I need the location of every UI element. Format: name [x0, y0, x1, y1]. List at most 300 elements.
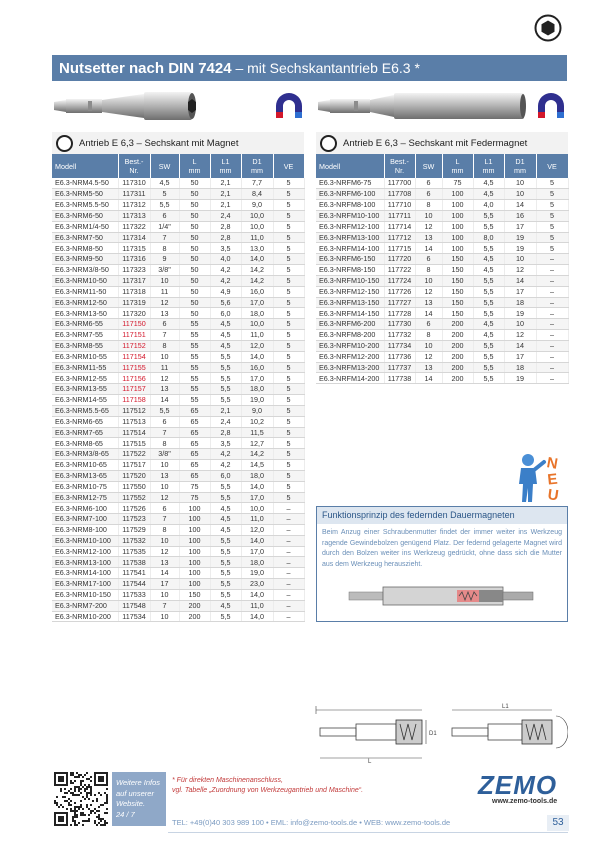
table-cell: 5,5: [473, 297, 504, 308]
column-header-line1: L: [455, 157, 460, 166]
table-cell: 55: [179, 384, 210, 395]
table-cell: 8: [150, 525, 179, 536]
table-cell: E6.3-NRM10-100: [52, 535, 118, 546]
table-cell: 5: [273, 308, 304, 319]
table-cell: 12: [504, 265, 536, 276]
table-cell: 117319: [118, 297, 150, 308]
table-cell: 117310: [118, 178, 150, 189]
table-cell: 200: [442, 362, 473, 373]
table-cell: 6: [150, 210, 179, 221]
table-cell: 100: [442, 189, 473, 200]
table-cell: 4,5: [473, 254, 504, 265]
table-cell: E6.3-NRM17-100: [52, 579, 118, 590]
table-cell: 12,0: [241, 525, 273, 536]
table-cell: 8: [150, 243, 179, 254]
column-header-line1: VE: [283, 161, 294, 171]
table-row: [316, 362, 568, 373]
table-cell: E6.3-NRM8-65: [52, 438, 118, 449]
table-cell: 5,5: [473, 210, 504, 221]
table-cell: 5: [273, 221, 304, 232]
table-cell: 100: [179, 546, 210, 557]
table-cell: 14,2: [241, 275, 273, 286]
table-cell: 5: [273, 470, 304, 481]
table-cell: 5,5: [473, 362, 504, 373]
table-cell: 5,5: [210, 546, 241, 557]
table-cell: 50: [179, 232, 210, 243]
table-cell: 117552: [118, 492, 150, 503]
column-header-line1: VE: [547, 161, 557, 171]
table-cell: 200: [442, 330, 473, 341]
table-row: [52, 470, 304, 481]
table-cell: 14: [504, 275, 536, 286]
table-cell: 5: [273, 449, 304, 460]
table-cell: 5: [273, 265, 304, 276]
table-cell: 14,0: [241, 481, 273, 492]
table-cell: E6.3-NRM10-55: [52, 351, 118, 362]
table-cell: 117157: [118, 384, 150, 395]
table-cell: E6.3-NRM10-200: [52, 611, 118, 622]
new-figure-icon: [512, 448, 568, 504]
table-cell: 117534: [118, 611, 150, 622]
table-cell: 5: [536, 210, 568, 221]
column-header: [52, 154, 118, 178]
table-cell: 10,0: [241, 210, 273, 221]
table-cell: E6.3-NRM6-100: [52, 503, 118, 514]
table-row: [52, 319, 304, 330]
column-header-line2: mm: [514, 166, 526, 175]
table-row: [316, 297, 568, 308]
table-cell: 5,5: [150, 405, 179, 416]
column-header: [536, 154, 568, 178]
table-cell: E6.3-NRM3/8-50: [52, 265, 118, 276]
table-cell: 5: [273, 384, 304, 395]
table-cell: 7: [150, 514, 179, 525]
table-cell: 14,0: [241, 351, 273, 362]
logo-website[interactable]: www.zemo-tools.de: [492, 798, 558, 805]
table-cell: E6.3-NRM6-55: [52, 319, 118, 330]
table-cell: 17: [504, 351, 536, 362]
table-cell: 7: [150, 232, 179, 243]
table-cell: E6.3-NRM13-50: [52, 308, 118, 319]
table-cell: 117722: [384, 265, 415, 276]
table-cell: E6.3-NRM12-55: [52, 373, 118, 384]
drawing-label-l1: L1: [502, 704, 509, 710]
table-cell: 100: [179, 514, 210, 525]
table-row: [316, 254, 568, 265]
right-section-heading: [316, 132, 568, 154]
table-cell: 10: [150, 460, 179, 471]
table-cell: 4,5: [210, 600, 241, 611]
table-cell: 8: [415, 265, 442, 276]
table-cell: 5: [273, 330, 304, 341]
table-cell: E6.3-NRFM12-100: [316, 221, 384, 232]
table-cell: 4,2: [210, 449, 241, 460]
table-row: [52, 243, 304, 254]
table-cell: 6,0: [210, 308, 241, 319]
table-cell: 5: [273, 438, 304, 449]
table-cell: 50: [179, 275, 210, 286]
table-cell: 11,0: [241, 330, 273, 341]
table-cell: 10: [415, 275, 442, 286]
table-cell: E6.3-NRM8-50: [52, 243, 118, 254]
table-cell: 5: [273, 297, 304, 308]
table-cell: 19,0: [241, 568, 273, 579]
table-cell: 117730: [384, 319, 415, 330]
nutsetter-image-left: [52, 90, 262, 122]
table-cell: 117535: [118, 546, 150, 557]
table-cell: 8: [415, 330, 442, 341]
column-header: [415, 154, 442, 178]
table-row: [316, 200, 568, 211]
table-cell: 117529: [118, 525, 150, 536]
table-cell: 14: [415, 243, 442, 254]
table-cell: 5,5: [473, 275, 504, 286]
table-cell: 19: [504, 373, 536, 384]
table-cell: 117318: [118, 286, 150, 297]
table-cell: –: [273, 503, 304, 514]
table-cell: 100: [179, 525, 210, 536]
table-cell: 5: [273, 492, 304, 503]
table-row: [52, 340, 304, 351]
table-cell: 3/8": [150, 265, 179, 276]
column-header: [241, 154, 273, 178]
table-cell: –: [273, 568, 304, 579]
column-header-line1: Modell: [319, 161, 341, 171]
table-cell: 19: [504, 243, 536, 254]
table-cell: 5: [536, 221, 568, 232]
table-cell: 5,5: [210, 362, 241, 373]
table-cell: E6.3-NRFM13-100: [316, 232, 384, 243]
table-cell: 17: [504, 221, 536, 232]
table-row: [52, 373, 304, 384]
table-cell: 117520: [118, 470, 150, 481]
table-cell: 200: [442, 373, 473, 384]
table-cell: 12,7: [241, 438, 273, 449]
table-cell: 2,1: [210, 405, 241, 416]
table-cell: 200: [442, 340, 473, 351]
column-header: [473, 154, 504, 178]
table-cell: 17,0: [241, 492, 273, 503]
table-cell: 4,5: [210, 503, 241, 514]
column-header: [316, 154, 384, 178]
table-cell: 5,5: [150, 200, 179, 211]
table-row: [52, 351, 304, 362]
table-cell: E6.3-NRM10-75: [52, 481, 118, 492]
table-cell: 117728: [384, 308, 415, 319]
table-cell: 14,0: [241, 535, 273, 546]
table-cell: 10,0: [241, 319, 273, 330]
table-cell: E6.3-NRFM13-200: [316, 362, 384, 373]
table-cell: 4,5: [473, 178, 504, 189]
table-cell: 13: [415, 297, 442, 308]
magnet-icon-right: [534, 90, 568, 122]
table-cell: 117711: [384, 210, 415, 221]
table-cell: 5: [536, 189, 568, 200]
table-cell: 2,8: [210, 427, 241, 438]
table-cell: 18,0: [241, 557, 273, 568]
table-cell: 5,5: [210, 384, 241, 395]
table-row: [316, 319, 568, 330]
table-cell: 5: [536, 232, 568, 243]
table-cell: –: [273, 579, 304, 590]
table-cell: 117700: [384, 178, 415, 189]
table-cell: 5: [273, 373, 304, 384]
circle-icon: [56, 135, 73, 152]
table-cell: 100: [179, 503, 210, 514]
table-cell: –: [273, 589, 304, 600]
title-bold: Nutsetter nach DIN 7424: [59, 60, 232, 77]
table-cell: 117316: [118, 254, 150, 265]
footnote: * Für direkten Maschinenanschluss, vgl. Tabelle „Zuordnung von Werkzeugantrieb und Maschine“.: [172, 777, 364, 794]
table-cell: 5,5: [473, 243, 504, 254]
table-cell: 100: [179, 557, 210, 568]
new-badge-e: E: [546, 470, 559, 489]
table-cell: 117150: [118, 319, 150, 330]
table-cell: 4,0: [473, 200, 504, 211]
table-cell: 4,2: [210, 460, 241, 471]
table-cell: E6.3-NRM6-65: [52, 416, 118, 427]
table-cell: 5: [273, 340, 304, 351]
table-cell: 5,5: [210, 589, 241, 600]
table-cell: 5: [273, 405, 304, 416]
table-cell: 150: [442, 254, 473, 265]
table-row: [316, 286, 568, 297]
table-cell: 10: [150, 535, 179, 546]
table-cell: 55: [179, 319, 210, 330]
hexagon-socket-icon: [534, 14, 562, 42]
table-cell: 4,5: [473, 189, 504, 200]
table-cell: 5,5: [210, 395, 241, 406]
table-cell: 5,5: [210, 557, 241, 568]
table-cell: 65: [179, 449, 210, 460]
table-cell: 117313: [118, 210, 150, 221]
table-cell: E6.3-NRM4.5-50: [52, 178, 118, 189]
table-cell: 117517: [118, 460, 150, 471]
table-cell: 11,0: [241, 232, 273, 243]
table-cell: –: [273, 611, 304, 622]
table-cell: 65: [179, 427, 210, 438]
table-row: [52, 535, 304, 546]
table-cell: 150: [442, 297, 473, 308]
table-cell: 117523: [118, 514, 150, 525]
table-cell: 18,0: [241, 384, 273, 395]
table-cell: –: [273, 525, 304, 536]
table-cell: 13: [150, 557, 179, 568]
table-row: [52, 330, 304, 341]
table-cell: E6.3-NRM13-65: [52, 470, 118, 481]
table-cell: 2,1: [210, 200, 241, 211]
table-cell: 117158: [118, 395, 150, 406]
table-cell: E6.3-NRFM12-150: [316, 286, 384, 297]
table-cell: 55: [179, 340, 210, 351]
table-cell: 3,5: [210, 243, 241, 254]
table-cell: 75: [179, 481, 210, 492]
table-cell: 117314: [118, 232, 150, 243]
table-cell: 117538: [118, 557, 150, 568]
table-cell: 117710: [384, 200, 415, 211]
table-cell: 117155: [118, 362, 150, 373]
table-cell: 2,8: [210, 232, 241, 243]
left-section-title: Antrieb E 6,3 – Sechskant mit Magnet: [79, 137, 239, 149]
table-cell: 5: [273, 416, 304, 427]
table-cell: E6.3-NRM7-100: [52, 514, 118, 525]
table-cell: 4,5: [473, 319, 504, 330]
qr-code-icon[interactable]: [54, 772, 108, 826]
table-cell: E6.3-NRM13-55: [52, 384, 118, 395]
table-cell: 18: [504, 297, 536, 308]
table-cell: 4,5: [473, 265, 504, 276]
table-row: [52, 449, 304, 460]
table-cell: –: [273, 514, 304, 525]
table-cell: 5: [273, 189, 304, 200]
table-cell: –: [536, 286, 568, 297]
table-cell: 12: [150, 297, 179, 308]
table-cell: 14: [504, 200, 536, 211]
table-cell: 55: [179, 395, 210, 406]
table-cell: 117732: [384, 330, 415, 341]
table-cell: 13: [415, 362, 442, 373]
table-cell: 10: [504, 254, 536, 265]
table-cell: 117736: [384, 351, 415, 362]
table-cell: 117522: [118, 449, 150, 460]
column-header: [150, 154, 179, 178]
column-header-line2: Nr.: [394, 166, 405, 175]
column-header-line1: Best.-: [390, 157, 409, 166]
table-cell: 23,0: [241, 579, 273, 590]
table-cell: 9: [150, 254, 179, 265]
right-spec-table: [316, 154, 569, 384]
website-info-label[interactable]: Weitere Infos auf unserer Website. 24 / 7: [112, 772, 166, 826]
table-row: [316, 330, 568, 341]
table-cell: 17,0: [241, 297, 273, 308]
column-header-line1: L1: [484, 157, 493, 166]
table-cell: 117312: [118, 200, 150, 211]
table-row: [52, 438, 304, 449]
table-cell: 150: [442, 275, 473, 286]
table-cell: 14,2: [241, 449, 273, 460]
table-cell: 55: [179, 351, 210, 362]
table-cell: –: [536, 254, 568, 265]
table-cell: 75: [442, 178, 473, 189]
table-cell: 19,0: [241, 395, 273, 406]
magnet-icon: [272, 90, 306, 122]
table-cell: 10: [150, 275, 179, 286]
new-badge-u: U: [546, 486, 560, 504]
table-cell: E6.3-NRM12-50: [52, 297, 118, 308]
table-cell: 50: [179, 200, 210, 211]
column-header-line1: D1: [515, 157, 525, 166]
table-cell: –: [536, 265, 568, 276]
column-header-line1: Best.-: [124, 157, 144, 166]
table-cell: –: [273, 557, 304, 568]
table-cell: 75: [179, 492, 210, 503]
table-cell: 12: [150, 492, 179, 503]
table-row: [316, 351, 568, 362]
table-cell: 50: [179, 210, 210, 221]
table-cell: E6.3-NRM6-50: [52, 210, 118, 221]
table-cell: E6.3-NRFM13-150: [316, 297, 384, 308]
table-cell: 50: [179, 297, 210, 308]
table-cell: 117311: [118, 189, 150, 200]
column-header: [273, 154, 304, 178]
table-cell: 10,2: [241, 416, 273, 427]
table-row: [52, 416, 304, 427]
table-cell: 17,0: [241, 546, 273, 557]
table-cell: 7,7: [241, 178, 273, 189]
table-cell: 50: [179, 265, 210, 276]
table-cell: 5,5: [473, 221, 504, 232]
table-cell: 5: [273, 200, 304, 211]
table-cell: E6.3-NRM7-50: [52, 232, 118, 243]
column-header: [118, 154, 150, 178]
table-cell: 65: [179, 405, 210, 416]
table-row: [316, 243, 568, 254]
table-cell: 4,2: [210, 265, 241, 276]
table-cell: 200: [442, 319, 473, 330]
column-header-line2: mm: [251, 166, 263, 175]
table-cell: 2,4: [210, 210, 241, 221]
table-row: [52, 221, 304, 232]
table-cell: 17,0: [241, 373, 273, 384]
table-cell: –: [536, 308, 568, 319]
table-cell: 2,8: [210, 221, 241, 232]
table-cell: E6.3-NRM10-50: [52, 275, 118, 286]
table-cell: 117154: [118, 351, 150, 362]
column-header-line2: mm: [188, 166, 201, 175]
table-cell: –: [536, 319, 568, 330]
table-cell: E6.3-NRM13-100: [52, 557, 118, 568]
table-row: [52, 600, 304, 611]
table-row: [52, 297, 304, 308]
table-row: [52, 557, 304, 568]
table-cell: 100: [179, 568, 210, 579]
table-cell: 7: [150, 330, 179, 341]
table-cell: E6.3-NRFM8-100: [316, 200, 384, 211]
table-cell: 117724: [384, 275, 415, 286]
table-cell: 18: [504, 362, 536, 373]
table-cell: 100: [442, 200, 473, 211]
table-cell: 50: [179, 189, 210, 200]
table-cell: 10: [150, 589, 179, 600]
table-cell: 117515: [118, 438, 150, 449]
table-row: [52, 384, 304, 395]
table-cell: 12,0: [241, 340, 273, 351]
technical-drawing: [312, 702, 568, 764]
table-row: [52, 189, 304, 200]
table-cell: 117320: [118, 308, 150, 319]
table-cell: 6: [415, 254, 442, 265]
contact-line: TEL: +49(0)40 303 989 100 • EML: info@zemo-tools.de • WEB: www.zemo-tools.de: [172, 818, 451, 827]
table-cell: 100: [442, 221, 473, 232]
table-cell: 100: [442, 210, 473, 221]
table-cell: 11: [150, 362, 179, 373]
table-row: [316, 189, 568, 200]
table-row: [316, 340, 568, 351]
zemo-logo: [478, 770, 557, 805]
table-row: [316, 308, 568, 319]
table-cell: 5: [536, 200, 568, 211]
table-cell: 117541: [118, 568, 150, 579]
table-cell: 117317: [118, 275, 150, 286]
table-row: [316, 210, 568, 221]
table-row: [52, 514, 304, 525]
table-cell: 14,0: [241, 611, 273, 622]
table-row: [316, 232, 568, 243]
table-cell: 100: [179, 579, 210, 590]
table-cell: 150: [442, 286, 473, 297]
table-cell: 4,5: [210, 330, 241, 341]
column-header-line2: mm: [219, 166, 232, 175]
